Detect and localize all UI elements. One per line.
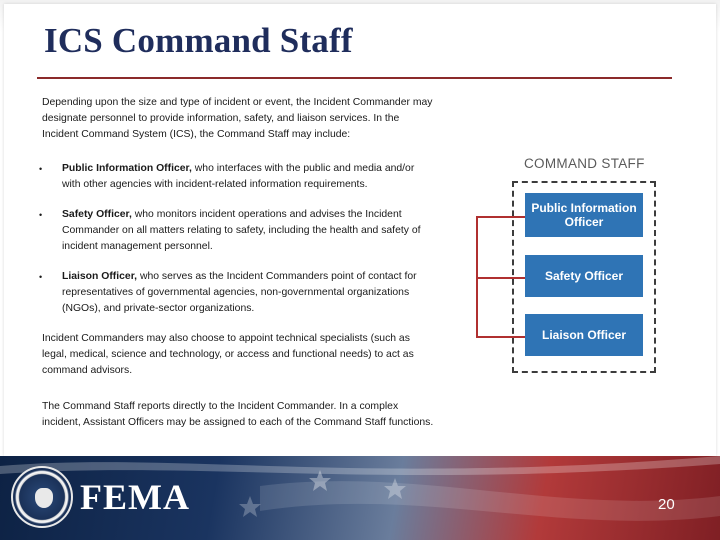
public-information-officer-box: Public Information Officer [525, 193, 643, 237]
reporting-paragraph: The Command Staff reports directly to the Incident Commander. In a complex incident, Assistant Officers may be assigned to each of the Command Staff functions. [42, 401, 434, 428]
eagle-icon [35, 488, 53, 508]
fema-logo: FEMA [80, 477, 190, 517]
list-item [39, 269, 434, 317]
bullet-text: who interfaces with the public and media and/or with other agencies with incident-related information requirements. [62, 163, 415, 190]
bullet-icon: • [39, 210, 43, 220]
safety-officer-box: Safety Officer [525, 255, 643, 297]
connector-to-safety [476, 277, 525, 279]
connector-to-pio [476, 216, 525, 218]
command-staff-diagram [470, 152, 670, 382]
connector-to-liaison [476, 336, 525, 338]
page-title: ICS Command Staff [44, 21, 353, 60]
bullet-icon: • [39, 164, 43, 174]
bullet-term: Safety Officer, [62, 209, 132, 220]
liaison-officer-box: Liaison Officer [525, 314, 643, 356]
intro-paragraph: Depending upon the size and type of incident or event, the Incident Commander may designate personnel to provide information, safety, and liaison services. In the Incident Command System (ICS), the Command Staff may include: [42, 97, 433, 140]
bullet-icon: • [39, 272, 43, 282]
bullet-term: Public Information Officer, [62, 163, 192, 174]
page-number: 20 [658, 496, 675, 513]
title-divider [37, 77, 672, 79]
list-item [39, 207, 434, 255]
bullet-text: who serves as the Incident Commanders point of contact for representatives of governmental agencies, non-governmental organizations (NGOs), and private-sector organizations. [62, 271, 417, 314]
command-staff-list [39, 161, 434, 317]
dhs-seal-icon [11, 466, 73, 528]
diagram-heading: COMMAND STAFF [524, 156, 645, 171]
list-item [39, 161, 434, 193]
body-text [39, 95, 434, 451]
advisors-paragraph: Incident Commanders may also choose to appoint technical specialists (such as legal, medical, science and technology, or access and functional needs) to act as command advisors. [42, 333, 414, 376]
bullet-text: who monitors incident operations and advises the Incident Commander on all matters relating to safety, including the health and safety of incident management personnel. [62, 209, 421, 252]
bullet-term: Liaison Officer, [62, 271, 138, 282]
